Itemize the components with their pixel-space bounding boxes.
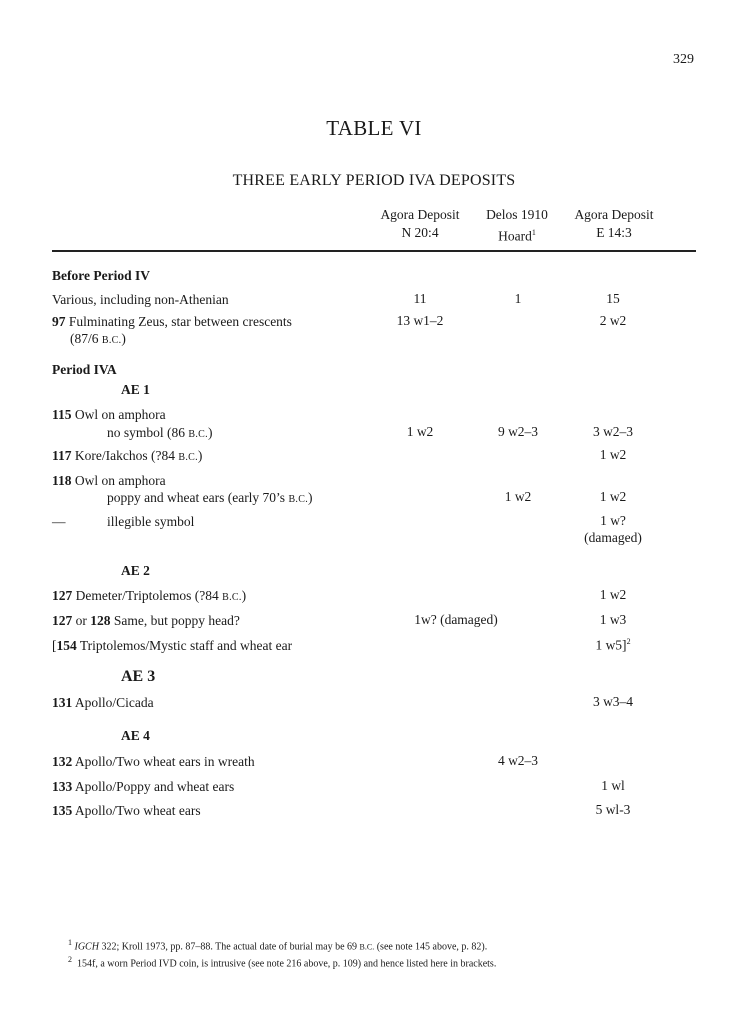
table-title: TABLE VI <box>326 116 422 140</box>
cell: 3 w2–3 <box>592 424 634 439</box>
cell-text: 1 w5] <box>595 637 627 653</box>
row-label <box>52 313 292 331</box>
row-text: Apollo/Two wheat ears in wreath <box>72 754 255 769</box>
section-heading: Before Period IV <box>52 268 150 283</box>
catalog-number: 117 <box>52 448 72 463</box>
row-label <box>52 778 234 796</box>
sub-heading: AE 1 <box>121 382 150 397</box>
row-label-continued <box>70 330 126 350</box>
row-label <box>52 694 154 712</box>
column-header-agora-n20 <box>368 206 472 242</box>
catalog-number: 133 <box>52 779 73 794</box>
catalog-number: 97 <box>52 314 66 329</box>
bracket: [ <box>52 638 57 653</box>
footnote-text: (see note 145 above, p. 82). <box>374 941 488 953</box>
cell: 1w? (damaged) <box>414 612 498 627</box>
era-abbrev: B.C. <box>101 335 122 346</box>
cell: 11 <box>413 291 427 306</box>
footnotes <box>68 936 496 971</box>
footnote-ref: 2 <box>626 637 631 646</box>
catalog-number: 118 <box>52 473 72 488</box>
row-text: Triptolemos/Mystic staff and wheat ear <box>76 638 293 653</box>
row-label <box>52 406 166 424</box>
row-text: Apollo/Poppy and wheat ears <box>72 779 235 794</box>
cell: 4 w2–3 <box>497 753 539 768</box>
row-text: poppy and wheat ears (early 70’s <box>107 490 289 505</box>
cell: 9 w2–3 <box>497 424 539 439</box>
row-label-continued <box>107 489 313 509</box>
era-abbrev: B.C. <box>188 429 208 440</box>
column-header-line1: Agora Deposit <box>380 207 460 222</box>
row-text: ) <box>241 588 247 603</box>
catalog-number: 127 <box>52 613 73 628</box>
row-text: Apollo/Cicada <box>72 695 154 710</box>
row-text: Owl on amphora <box>71 407 166 422</box>
catalog-number: 132 <box>52 754 73 769</box>
era-abbrev: B.C. <box>359 942 375 952</box>
section-heading: Period IVA <box>52 362 117 377</box>
row-label <box>52 447 202 467</box>
cell: 1 w2 <box>599 447 627 462</box>
row-label-continued <box>107 424 212 444</box>
cell <box>573 637 653 654</box>
row-text: Owl on amphora <box>71 473 166 488</box>
row-label <box>52 612 240 630</box>
cell: 1 w? <box>600 513 626 528</box>
page-number: 329 <box>673 52 694 67</box>
cell: 1 w2 <box>504 489 532 504</box>
row-label <box>52 637 292 655</box>
footnote <box>68 953 496 970</box>
column-header-delos <box>472 206 562 246</box>
row-text: ) <box>197 448 203 463</box>
cell: 13 w1–2 <box>396 313 444 328</box>
cell: 1 w2 <box>406 424 434 439</box>
row-text: (87/6 <box>70 331 102 346</box>
footnote-italic: IGCH <box>74 941 99 953</box>
row-label: Various, including non-Athenian <box>52 292 229 307</box>
footnote-text: 154f, a worn Period IVD coin, is intrusive (see note 216 above, p. 109) and hence listed here in brackets. <box>74 958 497 970</box>
row-label <box>52 587 246 607</box>
row-text: ) <box>308 490 313 505</box>
row-label: illegible symbol <box>107 514 195 529</box>
footnote-mark: 1 <box>68 938 72 947</box>
row-text: Fulminating Zeus, star between crescents <box>65 314 292 329</box>
column-header-line2-text: Hoard <box>498 228 532 244</box>
row-label <box>52 472 166 490</box>
row-text: Apollo/Two wheat ears <box>72 803 201 818</box>
cell: 15 <box>606 291 620 306</box>
cell: 3 w3–4 <box>592 694 634 709</box>
table-subtitle: THREE EARLY PERIOD IVA DEPOSITS <box>232 172 516 189</box>
catalog-number: 135 <box>52 803 73 818</box>
column-header-line2 <box>472 224 562 246</box>
cell: 1 w3 <box>599 612 627 627</box>
catalog-number: 115 <box>52 407 72 422</box>
row-text: ) <box>121 331 126 346</box>
footnote-mark: 2 <box>68 955 72 965</box>
footnote <box>68 936 496 953</box>
cell: 1 wl <box>601 778 625 793</box>
catalog-number: 154 <box>56 638 77 653</box>
row-text: no symbol (86 <box>107 425 189 440</box>
sub-heading: AE 3 <box>121 668 156 685</box>
row-text: ) <box>207 425 213 440</box>
cell: 5 wl-3 <box>595 802 631 817</box>
era-abbrev: B.C. <box>288 494 308 505</box>
row-text: Kore/Iakchos (?84 <box>71 448 179 463</box>
cell: 1 <box>514 291 522 306</box>
sub-heading: AE 4 <box>121 728 150 743</box>
column-header-line1: Agora Deposit <box>574 207 654 222</box>
footnote-text: 322; Kroll 1973, pp. 87–88. The actual date of burial may be 69 <box>98 941 360 953</box>
row-text: Same, but poppy head? <box>110 613 240 628</box>
cell: 1 w2 <box>599 587 627 602</box>
row-dash: — <box>52 514 66 529</box>
row-text: Demeter/Triptolemos (?84 <box>72 588 223 603</box>
row-label <box>52 802 201 820</box>
column-header-line2: E 14:3 <box>596 225 632 240</box>
footnote-ref: 1 <box>531 228 536 237</box>
era-abbrev: B.C. <box>222 592 242 603</box>
era-abbrev: B.C. <box>178 452 198 463</box>
cell: 2 w2 <box>599 313 627 328</box>
row-label <box>52 753 255 771</box>
cell: (damaged) <box>584 530 642 545</box>
header-rule <box>52 250 696 252</box>
catalog-number: 131 <box>52 695 73 710</box>
column-header-line2: N 20:4 <box>401 225 439 240</box>
catalog-number: 127 <box>52 588 73 603</box>
sub-heading: AE 2 <box>121 563 150 578</box>
row-text: or <box>72 613 91 628</box>
column-header-line1: Delos 1910 <box>486 207 548 222</box>
column-header-agora-e14 <box>562 206 666 242</box>
catalog-number: 128 <box>90 613 111 628</box>
cell: 1 w2 <box>599 489 627 504</box>
